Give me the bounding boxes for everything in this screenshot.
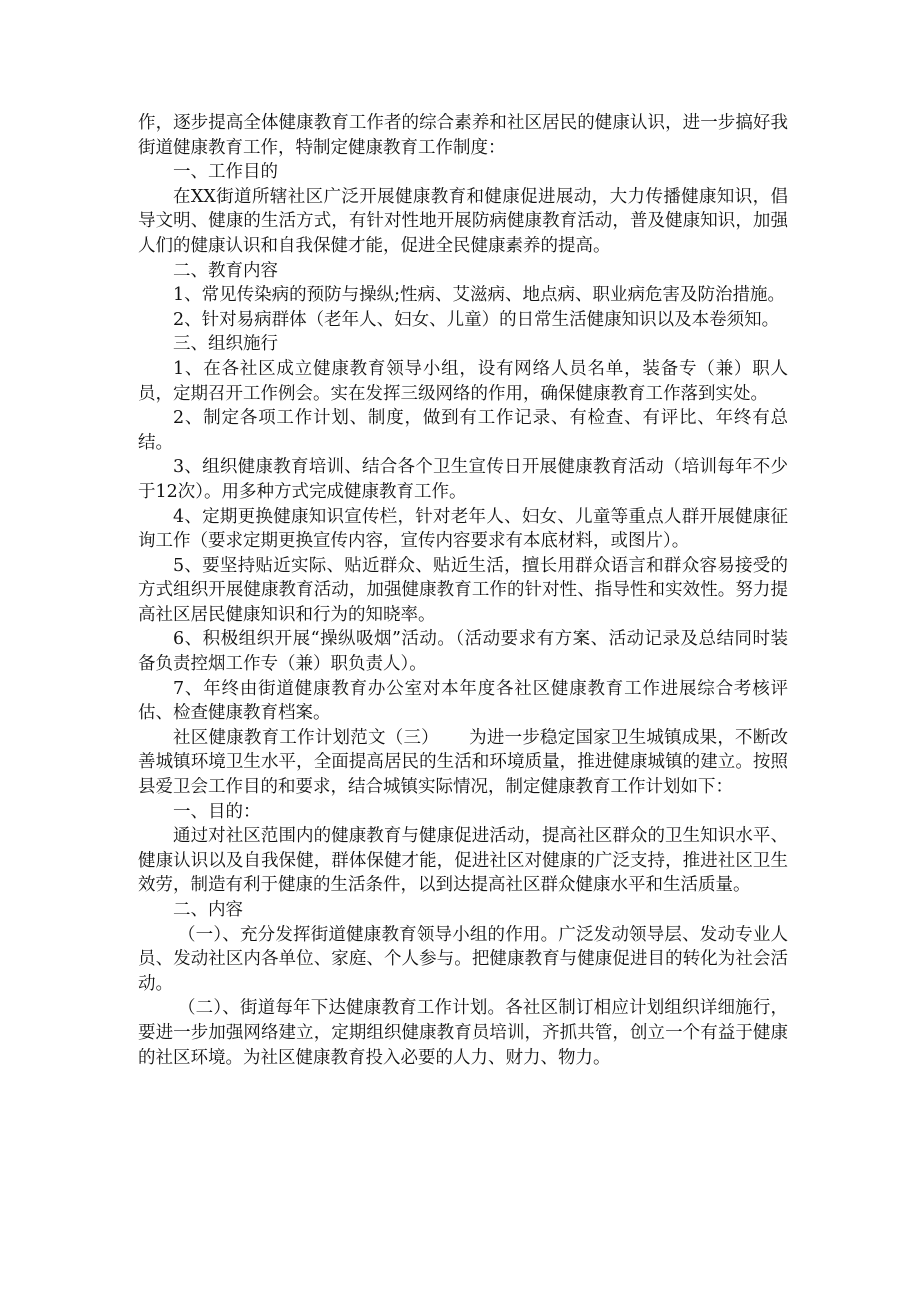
paragraph-content-1: 1、常见传染病的预防与操纵;性病、艾滋病、地点病、职业病危害及防治措施。 — [173, 285, 786, 306]
paragraph-org-7: 7、年终由街道健康教育办公室对本年度各社区健康教育工作进展综合考核评估、检查健康教育档案。 — [138, 678, 788, 724]
heading-s3-content: 二、内容 — [173, 900, 243, 920]
paragraph-org-3: 3、组织健康教育培训、结合各个卫生宣传日开展健康教育活动（培训每年不少于12次）。用多种方式完成健康教育工作。 — [138, 457, 788, 502]
paragraph-org-5: 5、要坚持贴近实际、贴近群众、贴近生活，擅长用群众语言和群众容易接受的方式组织开展健康教育活动，加强健康教育工作的针对性、指导性和实效性。努力提高社区居民健康知识和行为的知晓率。 — [138, 555, 788, 625]
section-3-title: 社区健康教育工作计划范文（三） — [173, 727, 439, 748]
intro-continuation: 作，逐步提高全体健康教育工作者的综合素养和社区居民的健康认识，进一步搞好我街道健康教育工作，特制定健康教育工作制度： — [138, 113, 788, 158]
paragraph-s3-goal: 通过对社区范围内的健康教育与健康促进活动，提高社区群众的卫生知识水平、健康认识以及自我保健，群体保健才能，促进社区对健康的广泛支持，推进社区卫生效劳，制造有利于健康的生活条件，以到达提高社区群众健康水平和生活质量。 — [138, 826, 788, 896]
section-3-lead: 为进一步稳定国家卫生城镇成果，不断改善城镇环境卫生水平，全面提高居民的生活和环境质量，推进健康城镇的建立。按照县爱卫会工作目的和要求，结合城镇实际情况，制定健康教育工作计划如下： — [138, 727, 789, 798]
section-3-intro — [138, 726, 788, 800]
heading-education-content: 二、教育内容 — [173, 260, 278, 281]
heading-organization: 三、组织施行 — [173, 334, 278, 355]
paragraph-org-2: 2、制定各项工作计划、制度，做到有工作记录、有检查、有评比、年终有总结。 — [138, 408, 788, 453]
paragraph-org-6: 6、积极组织开展“操纵吸烟”活动。（活动要求有方案、活动记录及总结同时装备负责控烟工作专（兼）职负责人）。 — [138, 629, 788, 675]
heading-work-goal: 一、工作目的 — [173, 162, 278, 183]
paragraph-org-1: 1、在各社区成立健康教育领导小组，设有网络人员名单，装备专（兼）职人员，定期召开工作例会。实在发挥三级网络的作用，确保健康教育工作落到实处。 — [138, 358, 788, 404]
paragraph-s3-content-2: （二）、街道每年下达健康教育工作计划。各社区制订相应计划组织详细施行，要进一步加强网络建立，定期组织健康教育员培训，齐抓共管，创立一个有益于健康的社区环境。为社区健康教育投入必要的人力、财力、物力。 — [138, 998, 788, 1068]
paragraph-org-4: 4、定期更换健康知识宣传栏，针对老年人、妇女、儿童等重点人群开展健康征询工作（要求定期更换宣传内容，宣传内容要求有本底材料，或图片）。 — [138, 506, 788, 552]
paragraph-goal: 在XX街道所辖社区广泛开展健康教育和健康促进展动，大力传播健康知识，倡导文明、健康的生活方式，有针对性地开展防病健康教育活动，普及健康知识，加强人们的健康认识和自我保健才能，促进全民健康素养的提高。 — [138, 186, 788, 256]
heading-s3-goal: 一、目的： — [173, 801, 261, 822]
paragraph-content-2: 2、针对易病群体（老年人、妇女、儿童）的日常生活健康知识以及本卷须知。 — [173, 309, 780, 330]
paragraph-s3-content-1: （一）、充分发挥街道健康教育领导小组的作用。广泛发动领导层、发动专业人员、发动社区内各单位、家庭、个人参与。把健康教育与健康促进目的转化为社会活动。 — [138, 924, 788, 994]
document-page — [138, 111, 788, 1070]
